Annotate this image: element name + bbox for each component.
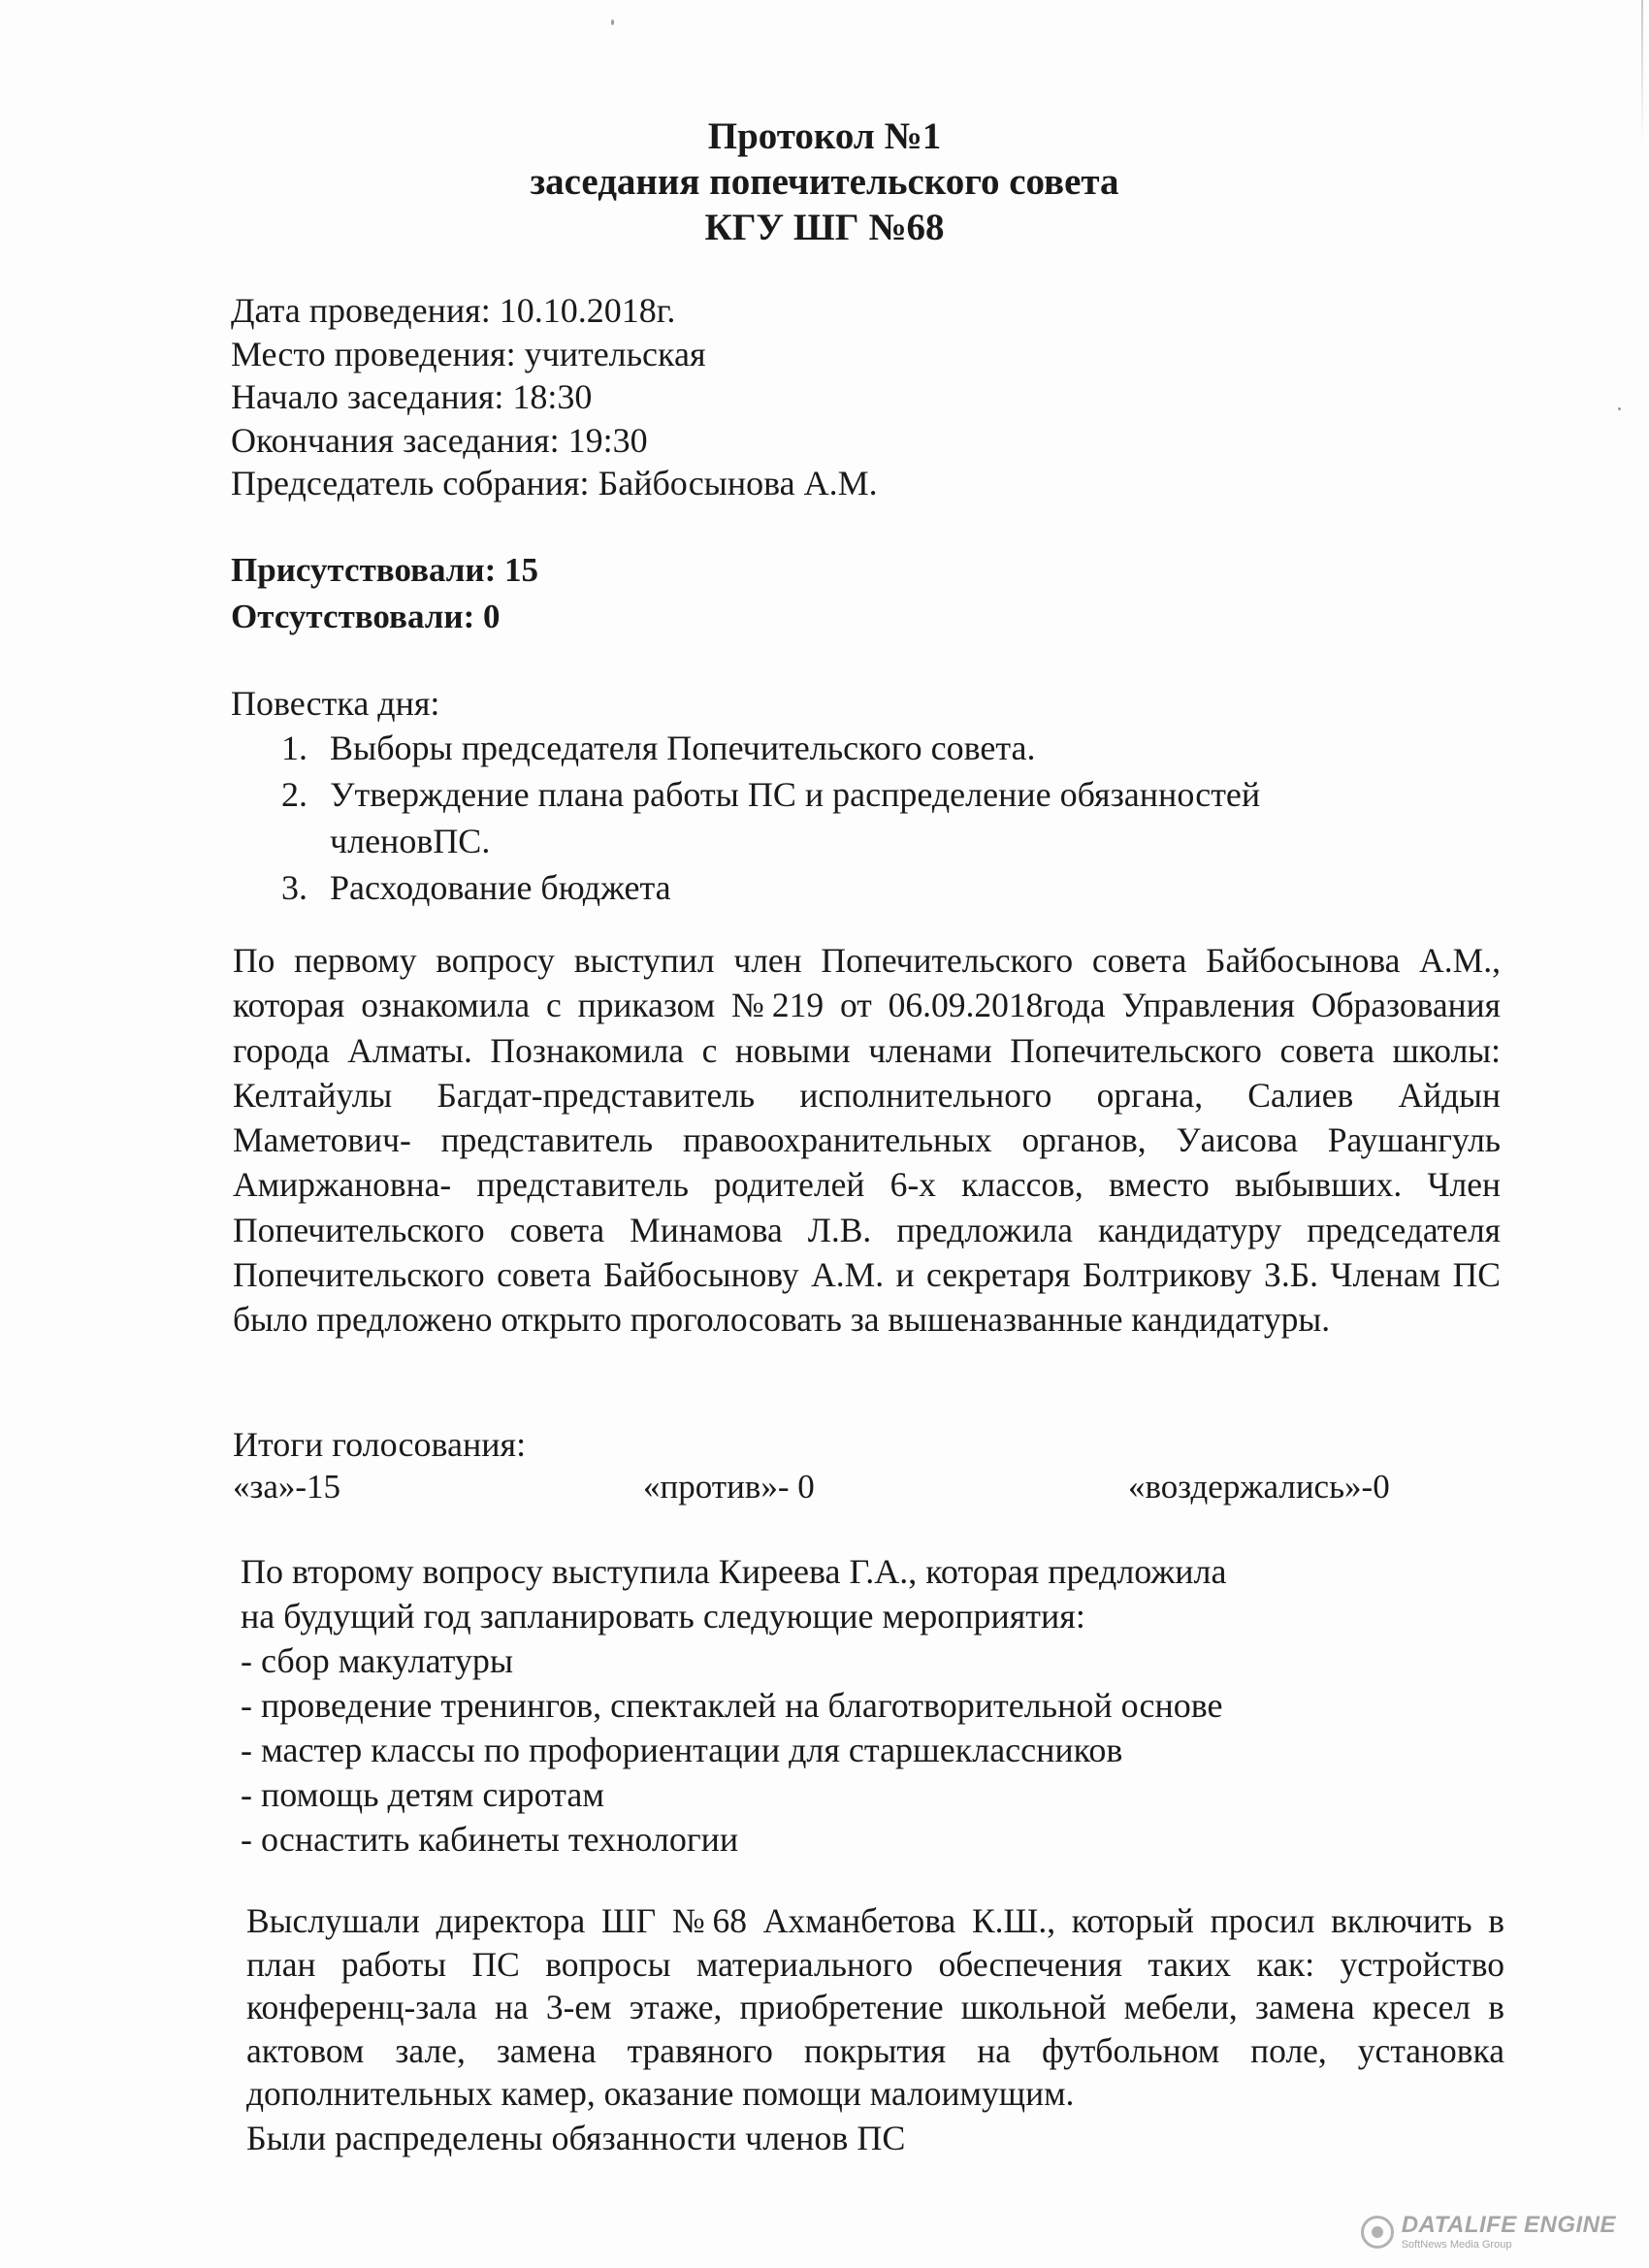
section2-list-item: - оснастить кабинеты технологии — [241, 1820, 739, 1859]
agenda-item-text: Расходование бюджета — [330, 868, 671, 907]
watermark-brand: DATALIFE ENGINE — [1401, 2212, 1616, 2238]
watermark-logo-icon — [1361, 2216, 1394, 2249]
agenda-title: Повестка дня: — [231, 684, 440, 723]
attendance-present: Присутствовали: 15 — [231, 551, 538, 589]
agenda-item-number: 1. — [281, 729, 307, 767]
agenda-item — [281, 864, 1260, 911]
section2-intro: на будущий год запланировать следующие мероприятия: — [241, 1597, 1085, 1636]
watermark-text — [1402, 2214, 1616, 2251]
meeting-details — [231, 289, 878, 505]
section2-list-item: - проведение тренингов, спектаклей на благотворительной основе — [241, 1686, 1223, 1725]
meeting-start: Начало заседания: 18:30 — [231, 377, 593, 416]
agenda-item-text: Утверждение плана работы ПС и распределение обязанностей — [330, 775, 1261, 814]
meeting-place: Место проведения: учительская — [231, 334, 706, 373]
heading-organization: КГУ ШГ №68 — [704, 207, 945, 248]
agenda-item-number: 2. — [281, 775, 307, 814]
agenda-item — [281, 725, 1260, 771]
meeting-chair: Председатель собрания: Байбосынова А.М. — [231, 464, 878, 502]
agenda-item — [281, 771, 1260, 864]
vote-title: Итоги голосования: — [233, 1425, 527, 1464]
agenda-list — [281, 725, 1260, 911]
section2-list-item: - сбор макулатуры — [241, 1641, 514, 1680]
section2 — [241, 1549, 1226, 1862]
heading-title: Протокол №1 — [707, 115, 942, 157]
attendance-absent: Отсутствовали: 0 — [231, 598, 501, 635]
vote-against: «против»- 0 — [643, 1468, 815, 1506]
scan-speck — [1618, 407, 1621, 410]
watermark — [1361, 2214, 1616, 2251]
watermark-subtitle: SoftNews Media Group — [1401, 2239, 1512, 2251]
agenda-item-continuation: членовПС. — [330, 822, 491, 860]
meeting-end: Окончания заседания: 19:30 — [231, 420, 648, 460]
meeting-date: Дата проведения: 10.10.2018г. — [231, 291, 676, 330]
agenda-item-number: 3. — [281, 868, 307, 907]
section2-intro: По второму вопросу выступила Киреева Г.А., которая предложила — [241, 1552, 1227, 1591]
section1-paragraph: По первому вопросу выступил член Попечительского совета Байбосынова А.М., которая ознакомила с приказом №219 от 06.09.2018года Управления Образования города Алматы. Познакомила с новыми членами Попечительского совета школы: Келтайулы Багдат-представитель исполнительного органа, Салиев Айдын Маметович- представитель правоохранительных органов, Уаисова Раушангуль Амиржановна- представитель родителей 6-х классов, вместо выбывших. Член Попечительского совета Минамова Л.В. предложила кандидатуру председателя Попечительского совета Байбосынову А.М. и секретаря Болтрикову З.Б. Членам ПС было предложено открыто проголосовать за вышеназванные кандидатуры. — [233, 941, 1501, 1340]
vote-abstain: «воздержались»-0 — [1128, 1468, 1390, 1506]
heading-subtitle: заседания попечительского совета — [530, 161, 1119, 203]
scan-speck — [611, 19, 614, 25]
section2-list-item: - помощь детям сиротам — [241, 1775, 605, 1814]
vote-for: «за»-15 — [233, 1468, 341, 1506]
section3-last-line: Были распределены обязанности членов ПС — [246, 2119, 906, 2157]
section3-paragraph: Выслушали директора ШГ №68 Ахманбетова К.Ш., который просил включить в план работы ПС вопросы материального обеспечения таких как: устройство конференц-зала на 3-ем этаже, приобретение школьной мебели, замена кресел в актовом зале, замена травяного покрытия на футбольном поле, установка дополнительных камер, оказание помощи малоимущим. — [246, 1901, 1504, 2113]
agenda-item-text: Выборы председателя Попечительского совета. — [330, 729, 1036, 767]
document-heading — [0, 113, 1649, 250]
section2-list-item: - мастер классы по профориентации для старшеклассников — [241, 1731, 1123, 1769]
attendance — [231, 547, 538, 640]
